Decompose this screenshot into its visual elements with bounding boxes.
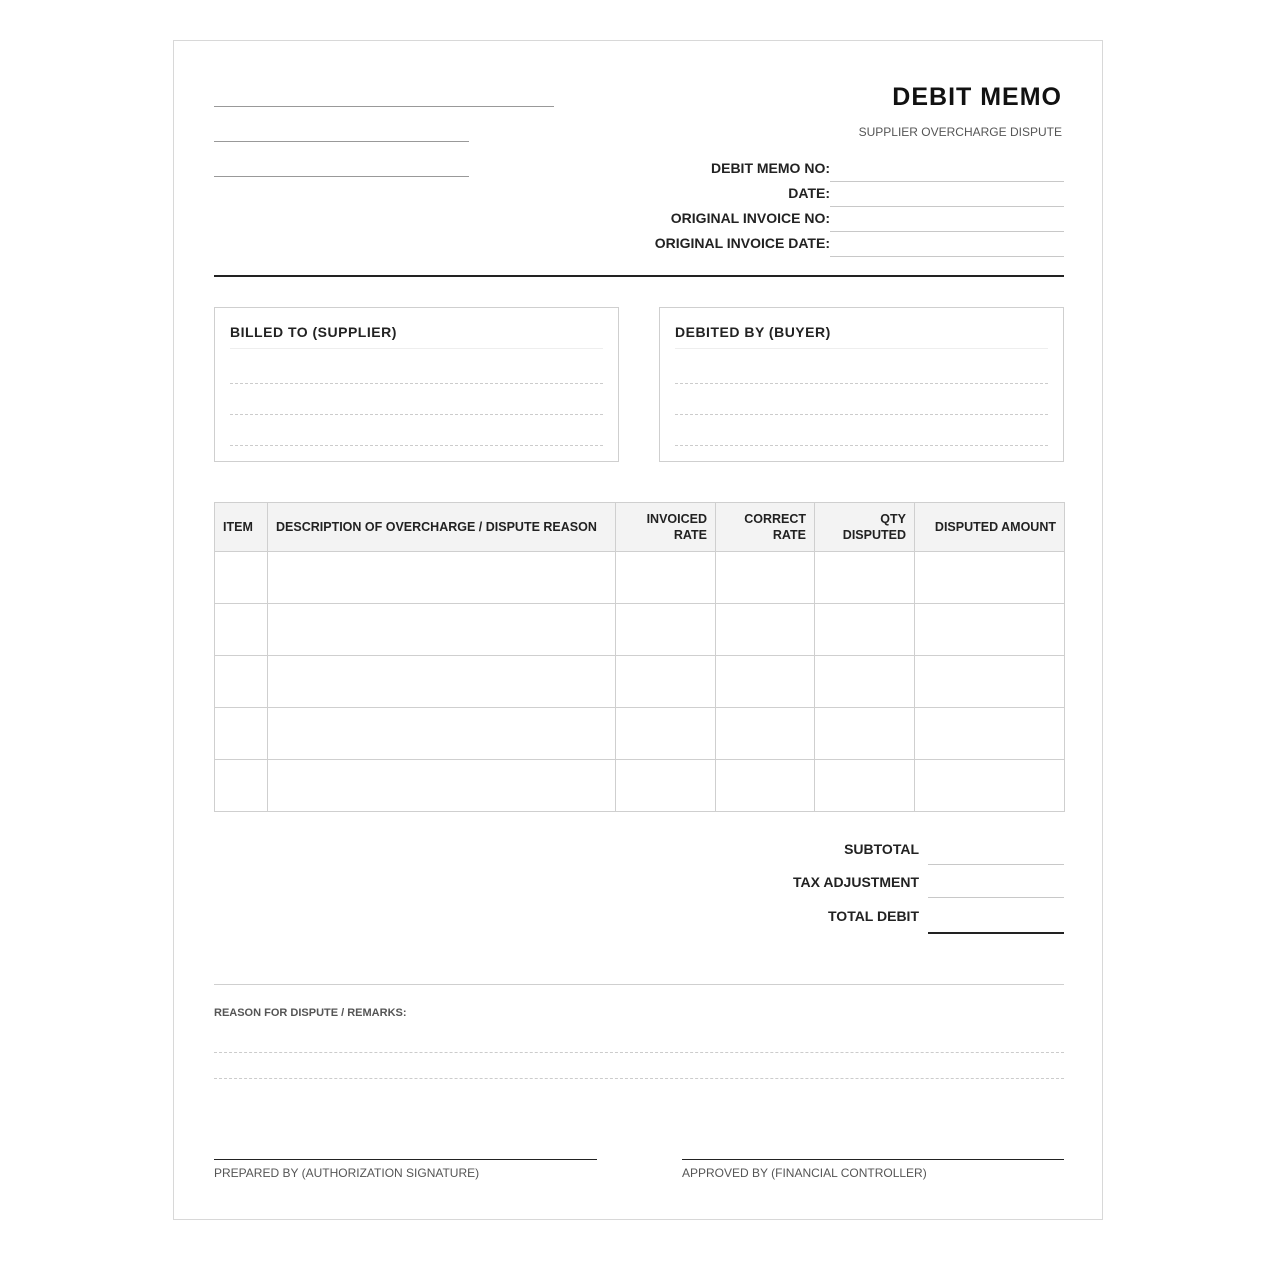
qty-disputed-line2: DISPUTED — [842, 528, 906, 542]
original-invoice-no-label: ORIGINAL INVOICE NO: — [670, 210, 830, 226]
cell-qty-disputed[interactable] — [815, 552, 915, 604]
debit-memo-page — [173, 40, 1103, 1220]
debited-by-title: DEBITED BY (BUYER) — [675, 324, 1048, 349]
cell-item[interactable] — [215, 708, 268, 760]
cell-disputed-amount[interactable] — [915, 656, 1065, 708]
cell-invoiced-rate[interactable] — [616, 656, 716, 708]
col-header-correct-rate — [716, 503, 815, 552]
total-debit-field[interactable] — [928, 932, 1064, 934]
cell-correct-rate[interactable] — [716, 656, 815, 708]
cell-qty-disputed[interactable] — [815, 656, 915, 708]
cell-qty-disputed[interactable] — [815, 604, 915, 656]
cell-disputed-amount[interactable] — [915, 708, 1065, 760]
cell-item[interactable] — [215, 552, 268, 604]
cell-invoiced-rate[interactable] — [616, 708, 716, 760]
remarks-divider — [214, 984, 1064, 985]
cell-correct-rate[interactable] — [716, 552, 815, 604]
correct-rate-line2: RATE — [772, 528, 806, 542]
invoiced-rate-line1: INVOICED — [646, 512, 707, 526]
debited-by-line-2[interactable] — [675, 414, 1048, 415]
document-subtitle: SUPPLIER OVERCHARGE DISPUTE — [858, 125, 1062, 139]
cell-description[interactable] — [268, 760, 616, 812]
items-table — [214, 502, 1065, 812]
table-row — [215, 760, 1065, 812]
meta-row-original-invoice-no — [614, 209, 1064, 234]
cell-correct-rate[interactable] — [716, 760, 815, 812]
col-header-item: ITEM — [215, 503, 268, 552]
debited-by-line-3[interactable] — [675, 445, 1048, 446]
col-header-invoiced-rate — [616, 503, 716, 552]
qty-disputed-line1: QTY — [880, 512, 906, 526]
total-debit-label: TOTAL DEBIT — [828, 908, 919, 924]
meta-row-memo-no — [614, 159, 1064, 184]
tax-adjustment-field[interactable] — [928, 897, 1064, 898]
col-header-disputed-amount: DISPUTED AMOUNT — [915, 503, 1065, 552]
cell-description[interactable] — [268, 656, 616, 708]
cell-description[interactable] — [268, 708, 616, 760]
table-header-row — [215, 503, 1065, 552]
remarks-line-2[interactable] — [214, 1078, 1064, 1079]
company-contact-line[interactable] — [214, 176, 469, 177]
col-header-description: DESCRIPTION OF OVERCHARGE / DISPUTE REASON — [268, 503, 616, 552]
cell-correct-rate[interactable] — [716, 604, 815, 656]
cell-item[interactable] — [215, 604, 268, 656]
billed-to-box — [214, 307, 619, 462]
table-row — [215, 552, 1065, 604]
subtotal-label: SUBTOTAL — [844, 841, 919, 857]
original-invoice-date-field[interactable] — [830, 234, 1064, 257]
debited-by-box — [659, 307, 1064, 462]
approved-by-label: APPROVED BY (FINANCIAL CONTROLLER) — [682, 1166, 927, 1180]
cell-disputed-amount[interactable] — [915, 760, 1065, 812]
billed-to-line-2[interactable] — [230, 414, 603, 415]
billed-to-title: BILLED TO (SUPPLIER) — [230, 324, 603, 349]
cell-qty-disputed[interactable] — [815, 760, 915, 812]
original-invoice-no-field[interactable] — [830, 209, 1064, 232]
company-address-line[interactable] — [214, 141, 469, 142]
document-title: DEBIT MEMO — [892, 83, 1062, 111]
cell-invoiced-rate[interactable] — [616, 760, 716, 812]
cell-disputed-amount[interactable] — [915, 604, 1065, 656]
memo-no-field[interactable] — [830, 159, 1064, 182]
cell-qty-disputed[interactable] — [815, 708, 915, 760]
meta-row-original-invoice-date — [614, 234, 1064, 259]
correct-rate-line1: CORRECT — [744, 512, 806, 526]
date-field[interactable] — [830, 184, 1064, 207]
table-row — [215, 708, 1065, 760]
date-label: DATE: — [788, 185, 830, 201]
remarks-line-1[interactable] — [214, 1052, 1064, 1053]
original-invoice-date-label: ORIGINAL INVOICE DATE: — [654, 235, 830, 251]
tax-adjustment-label: TAX ADJUSTMENT — [793, 874, 919, 890]
subtotal-field[interactable] — [928, 864, 1064, 865]
prepared-by-label: PREPARED BY (AUTHORIZATION SIGNATURE) — [214, 1166, 480, 1180]
col-header-qty-disputed — [815, 503, 915, 552]
prepared-by-signature-line[interactable] — [214, 1159, 597, 1160]
invoiced-rate-line2: RATE — [673, 528, 707, 542]
cell-invoiced-rate[interactable] — [616, 552, 716, 604]
debited-by-line-1[interactable] — [675, 383, 1048, 384]
cell-correct-rate[interactable] — [716, 708, 815, 760]
table-row — [215, 604, 1065, 656]
cell-disputed-amount[interactable] — [915, 552, 1065, 604]
company-name-line[interactable] — [214, 106, 554, 107]
cell-description[interactable] — [268, 604, 616, 656]
cell-invoiced-rate[interactable] — [616, 604, 716, 656]
cell-description[interactable] — [268, 552, 616, 604]
billed-to-line-1[interactable] — [230, 383, 603, 384]
cell-item[interactable] — [215, 656, 268, 708]
table-row — [215, 656, 1065, 708]
meta-row-date — [614, 184, 1064, 209]
approved-by-signature-line[interactable] — [682, 1159, 1064, 1160]
cell-item[interactable] — [215, 760, 268, 812]
billed-to-line-3[interactable] — [230, 445, 603, 446]
remarks-label: REASON FOR DISPUTE / REMARKS: — [214, 1007, 407, 1019]
header-divider — [214, 275, 1064, 277]
memo-no-label: DEBIT MEMO NO: — [711, 160, 830, 176]
